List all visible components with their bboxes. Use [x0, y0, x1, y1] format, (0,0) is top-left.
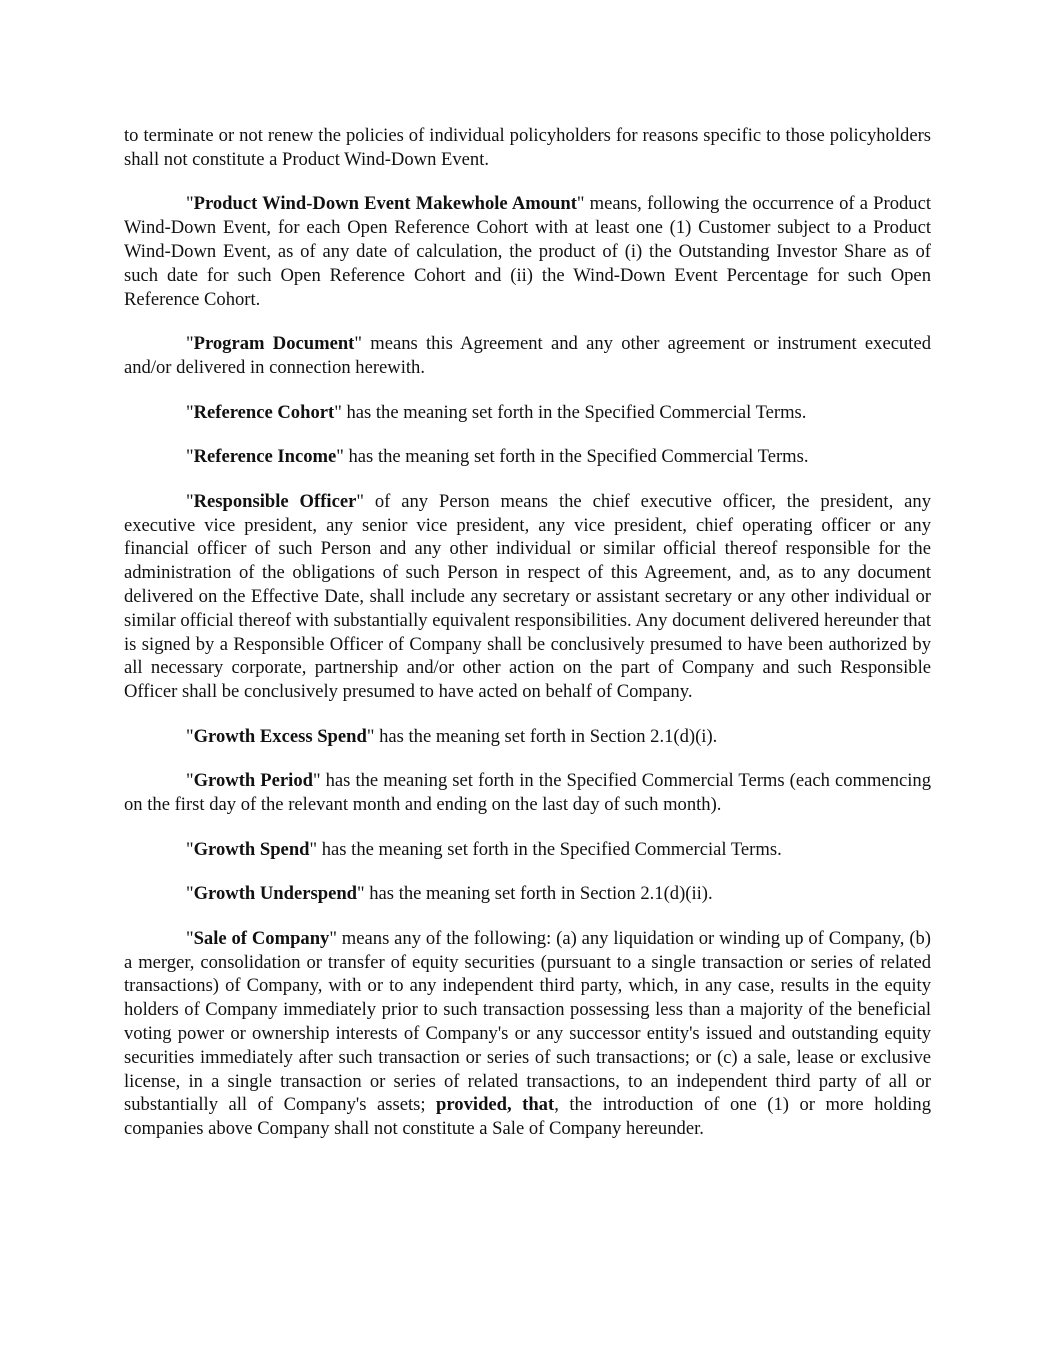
paragraph-text: " has the meaning set forth in the Specified Commercial Terms.: [334, 401, 807, 423]
defined-term: Responsible Officer: [193, 490, 357, 512]
paragraph-text: " means, following the occurrence of a Product Wind-Down Event, for each Open Reference Cohort with at least one (1) Customer subject to a Product Wind-Down Event, as of any date of calculation, the product of (i) the Outstanding Investor Share as of such date for such Open Reference Cohort and (ii) the Wind-Down Event Percentage for such Open Reference Cohort.: [124, 193, 932, 310]
definition-paragraph-growth-excess-spend: [124, 725, 931, 749]
definition-paragraph-reference-income: [124, 445, 931, 469]
paragraph-text: ": [186, 770, 194, 792]
paragraph-text: " has the meaning set forth in the Specified Commercial Terms (each commencing on the first day of the relevant month and ending on the last day of such month).: [124, 770, 932, 816]
defined-term: Growth Underspend: [193, 883, 358, 905]
defined-term: Product Wind-Down Event Makewhole Amount: [193, 193, 577, 215]
definition-paragraph-product-wind-down-event-makewhole-amount: [124, 192, 931, 311]
paragraph-text: ": [186, 883, 194, 905]
paragraph-text: " means this Agreement and any other agreement or instrument executed and/or delivered in connection herewith.: [124, 333, 931, 378]
paragraph-text: ": [186, 446, 194, 468]
paragraph-text: " has the meaning set forth in Section 2.1(d)(ii).: [357, 883, 713, 905]
document-page: [124, 124, 931, 1162]
defined-term: Growth Excess Spend: [193, 725, 367, 747]
definition-paragraph-program-document: [124, 332, 931, 380]
defined-term: provided, that: [436, 1094, 555, 1116]
paragraph-text: to terminate or not renew the policies of individual policyholders for reasons specific to those policyholders shall not constitute a Product Wind-Down Event.: [124, 125, 931, 170]
paragraph-text: " has the meaning set forth in the Specified Commercial Terms.: [336, 446, 809, 468]
definition-paragraph-sale-of-company: [124, 927, 931, 1141]
defined-term: Reference Income: [193, 446, 337, 468]
paragraph-text: " has the meaning set forth in Section 2.1(d)(i).: [366, 725, 718, 747]
defined-term: Growth Spend: [193, 838, 310, 860]
paragraph-text: , the introduction of one (1) or more holding companies above Company shall not constitute a Sale of Company hereunder.: [124, 1094, 932, 1140]
paragraph-text: ": [186, 333, 194, 355]
paragraph-text: ": [186, 927, 194, 949]
defined-term: Sale of Company: [193, 927, 330, 949]
definition-paragraph-reference-cohort: [124, 401, 931, 425]
definition-paragraph-growth-underspend: [124, 882, 931, 906]
definition-paragraph-responsible-officer: [124, 490, 931, 704]
paragraph-text: ": [186, 193, 194, 215]
paragraph-text: " means any of the following: (a) any liquidation or winding up of Company, (b) a merger, consolidation or transfer of equity securities (pursuant to a single transaction or series of related transactions) of Company, with or to any independent third party, which, in any case, results in the equity holders of Company immediately prior to such transaction possessing less than a majority of the beneficial voting power or ownership interests of Company's or any successor entity's issued and outstanding equity securities immediately after such transaction or series of such transactions; or (c) a sale, lease or exclusive license, in a single transaction or series of related transactions, to an independent third party of all or substantially all of Company's assets;: [124, 927, 931, 1116]
definition-paragraph-growth-period: [124, 769, 931, 817]
paragraph-text: ": [186, 838, 194, 860]
defined-term: Reference Cohort: [193, 401, 335, 423]
definition-paragraph-continuation: [124, 124, 931, 172]
paragraph-text: ": [186, 490, 194, 512]
paragraph-text: ": [186, 725, 194, 747]
definition-paragraph-growth-spend: [124, 838, 931, 862]
paragraph-text: ": [186, 401, 194, 423]
defined-term: Growth Period: [193, 770, 313, 792]
paragraph-text: " has the meaning set forth in the Specified Commercial Terms.: [309, 838, 782, 860]
paragraph-text: " of any Person means the chief executive officer, the president, any executive vice president, any senior vice president, any vice president, chief operating officer or any financial officer of such Person and any other individual or similar official thereof responsible for the administration of the obligations of such Person in respect of this Agreement, and, as to any document delivered on the Effective Date, shall include any secretary or assistant secretary or any other individual or similar official thereof with substantially equivalent responsibilities. Any document delivered hereunder that is signed by a Responsible Officer of Company shall be conclusively presumed to have been authorized by all necessary corporate, partnership and/or other action on the part of Company and such Responsible Officer shall be conclusively presumed to have acted on behalf of Company.: [124, 490, 931, 703]
defined-term: Program Document: [193, 333, 355, 355]
